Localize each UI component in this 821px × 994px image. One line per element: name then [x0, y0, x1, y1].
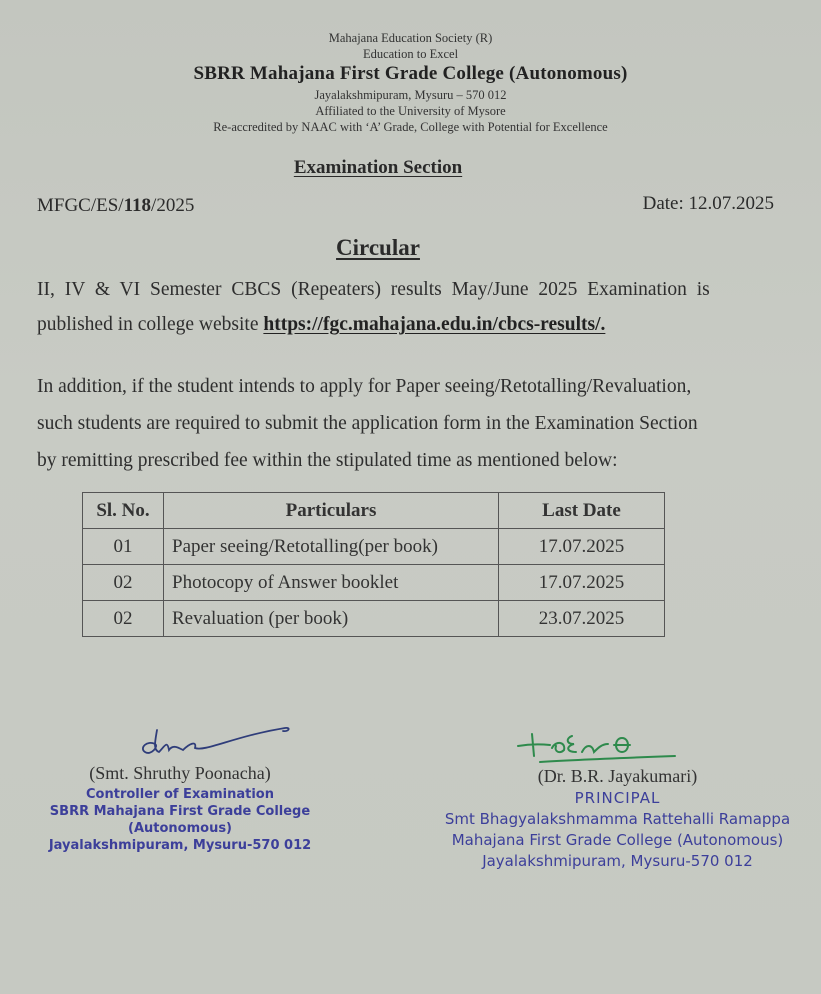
header-sl-no: Sl. No.: [83, 493, 164, 529]
reference-number-value: 118: [123, 195, 152, 216]
reference-prefix: MFGC/ES/: [37, 195, 124, 216]
signature-right-icon: [510, 722, 680, 767]
seal-stamp-left: [30, 786, 330, 854]
paragraph-application: [37, 368, 782, 479]
paragraph-results-line1: II, IV & VI Semester CBCS (Repeaters) results May/June 2025 Examination is: [37, 279, 710, 300]
stamp-right-line1: PRINCIPAL: [574, 789, 661, 807]
motto: Education to Excel: [362, 47, 459, 61]
accreditation: Re-accredited by NAAC with ‘A’ Grade, College with Potential for Excellence: [213, 120, 608, 134]
signature-left-icon: [135, 722, 295, 762]
table-row: [83, 529, 665, 565]
signatory-left-name: (Smt. Shruthy Poonacha): [89, 763, 271, 783]
circular-date: Date: 12.07.2025: [642, 193, 774, 214]
cell-last-date: 17.07.2025: [499, 565, 665, 601]
table-header-row: [83, 493, 665, 529]
cell-sl-no: 01: [83, 529, 164, 565]
header-last-date: Last Date: [499, 493, 665, 529]
header-particulars: Particulars: [164, 493, 499, 529]
stamp-left-line3: (Autonomous): [128, 821, 232, 836]
signatory-right: [440, 766, 795, 872]
table-row: [83, 601, 665, 637]
stamp-left-line2: SBRR Mahajana First Grade College: [49, 804, 311, 819]
stamp-right-line4: Jayalakshmipuram, Mysuru-570 012: [482, 852, 753, 870]
college-name: SBRR Mahajana First Grade College (Autonomous): [193, 63, 628, 84]
circular-title: Circular: [336, 235, 420, 260]
section-title: Examination Section: [293, 157, 463, 178]
cell-sl-no: 02: [83, 601, 164, 637]
cell-particulars: Photocopy of Answer booklet: [164, 565, 499, 601]
cell-sl-no: 02: [83, 565, 164, 601]
stamp-left-line1: Controller of Examination: [86, 787, 274, 802]
paragraph-results: [37, 279, 777, 336]
stamp-right-line3: Mahajana First Grade College (Autonomous): [451, 831, 784, 849]
reference-number: [37, 195, 194, 217]
cell-particulars: Paper seeing/Retotalling(per book): [164, 529, 499, 565]
college-address: Jayalakshmipuram, Mysuru – 570 012: [314, 88, 507, 102]
cell-last-date: 17.07.2025: [499, 529, 665, 565]
paragraph-results-line2: [37, 314, 777, 336]
cell-particulars: Revaluation (per book): [164, 601, 499, 637]
paragraph-application-line1: In addition, if the student intends to apply for Paper seeing/Retotalling/Revaluation,: [37, 376, 692, 397]
cell-last-date: 23.07.2025: [499, 601, 665, 637]
website-label: published in college website: [37, 314, 264, 335]
reference-suffix: /2025: [151, 195, 195, 216]
seal-stamp-right: [440, 788, 795, 872]
paragraph-application-line2: such students are required to submit the application form in the Examination Section: [37, 413, 698, 434]
signatory-left: [30, 763, 330, 854]
signatory-right-name: (Dr. B.R. Jayakumari): [537, 766, 698, 786]
paragraph-application-line3: by remitting prescribed fee within the stipulated time as mentioned below:: [37, 450, 618, 471]
table-row: [83, 565, 665, 601]
stamp-left-line4: Jayalakshmipuram, Mysuru-570 012: [48, 838, 312, 853]
letterhead: [0, 30, 821, 135]
schedule-table: [82, 492, 665, 637]
results-website-link[interactable]: https://fgc.mahajana.edu.in/cbcs-results/: [263, 314, 601, 335]
stamp-right-line2: Smt Bhagyalakshmamma Rattehalli Ramappa: [444, 810, 791, 828]
society-name: Mahajana Education Society (R): [328, 31, 493, 45]
affiliation: Affiliated to the University of Mysore: [315, 104, 506, 118]
link-period: .: [600, 314, 606, 335]
